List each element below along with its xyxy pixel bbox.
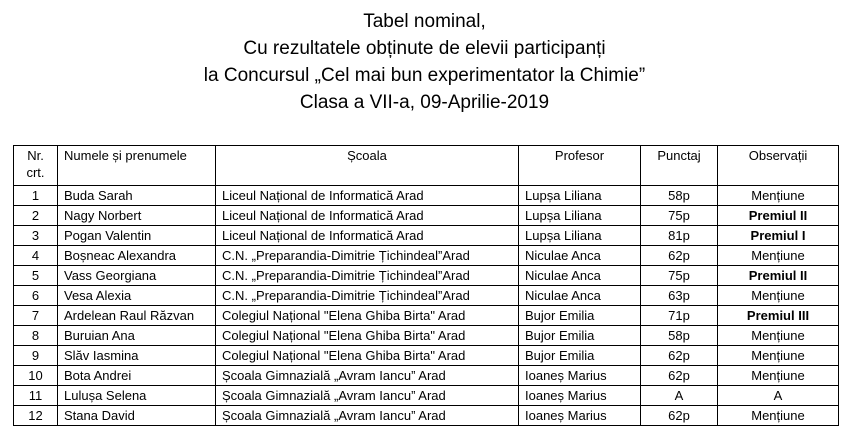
cell-school: Liceul Național de Informatică Arad: [216, 186, 519, 206]
cell-observation: Mențiune: [718, 186, 839, 206]
document-heading: [0, 8, 849, 116]
cell-school: Școala Gimnazială „Avram Iancu” Arad: [216, 386, 519, 406]
cell-nr: 7: [14, 306, 58, 326]
cell-nr: 11: [14, 386, 58, 406]
cell-name: Stana David: [58, 406, 216, 426]
cell-teacher: Niculae Anca: [519, 286, 641, 306]
table-row: [14, 346, 839, 366]
cell-name: Ardelean Raul Răzvan: [58, 306, 216, 326]
cell-name: Buruian Ana: [58, 326, 216, 346]
cell-school: Colegiul Național "Elena Ghiba Birta" Arad: [216, 326, 519, 346]
cell-nr: 5: [14, 266, 58, 286]
cell-teacher: Ioaneș Marius: [519, 386, 641, 406]
header-nr-line1: Nr.: [27, 148, 44, 163]
header-name: Numele și prenumele: [58, 146, 216, 186]
cell-school: Liceul Național de Informatică Arad: [216, 206, 519, 226]
cell-score: 62p: [641, 406, 718, 426]
cell-name: Slăv Iasmina: [58, 346, 216, 366]
cell-score: 71p: [641, 306, 718, 326]
results-table-header: [14, 146, 839, 186]
cell-school: Liceul Național de Informatică Arad: [216, 226, 519, 246]
header-nr: [14, 146, 58, 186]
cell-score: 62p: [641, 246, 718, 266]
cell-nr: 2: [14, 206, 58, 226]
cell-teacher: Lupșa Liliana: [519, 206, 641, 226]
cell-teacher: Bujor Emilia: [519, 346, 641, 366]
cell-teacher: Bujor Emilia: [519, 306, 641, 326]
cell-nr: 1: [14, 186, 58, 206]
table-row: [14, 386, 839, 406]
cell-nr: 8: [14, 326, 58, 346]
results-table: [13, 145, 839, 426]
cell-nr: 4: [14, 246, 58, 266]
cell-nr: 3: [14, 226, 58, 246]
header-nr-line2: crt.: [26, 165, 45, 180]
cell-teacher: Niculae Anca: [519, 266, 641, 286]
cell-observation: Mențiune: [718, 246, 839, 266]
table-row: [14, 226, 839, 246]
cell-observation: Mențiune: [718, 406, 839, 426]
header-school: Școala: [216, 146, 519, 186]
cell-score: 81p: [641, 226, 718, 246]
cell-observation: Mențiune: [718, 286, 839, 306]
cell-school: Școala Gimnazială „Avram Iancu” Arad: [216, 366, 519, 386]
cell-observation: Mențiune: [718, 326, 839, 346]
cell-observation: Mențiune: [718, 346, 839, 366]
cell-nr: 6: [14, 286, 58, 306]
cell-school: Colegiul Național "Elena Ghiba Birta" Arad: [216, 346, 519, 366]
cell-name: Nagy Norbert: [58, 206, 216, 226]
cell-observation: Premiul II: [718, 266, 839, 286]
cell-teacher: Lupșa Liliana: [519, 226, 641, 246]
results-table-body: [14, 186, 839, 426]
cell-school: C.N. „Preparandia-Dimitrie Țichindeal”Arad: [216, 286, 519, 306]
cell-name: Bota Andrei: [58, 366, 216, 386]
table-row: [14, 186, 839, 206]
cell-score: 75p: [641, 206, 718, 226]
cell-observation: Premiul II: [718, 206, 839, 226]
cell-teacher: Niculae Anca: [519, 246, 641, 266]
table-row: [14, 406, 839, 426]
cell-nr: 10: [14, 366, 58, 386]
cell-teacher: Ioaneș Marius: [519, 366, 641, 386]
cell-score: 63p: [641, 286, 718, 306]
table-row: [14, 286, 839, 306]
cell-score: 58p: [641, 186, 718, 206]
cell-teacher: Lupșa Liliana: [519, 186, 641, 206]
cell-score: 58p: [641, 326, 718, 346]
cell-observation: Mențiune: [718, 366, 839, 386]
heading-line-2: Cu rezultatele obținute de elevii participanți: [243, 38, 606, 59]
header-row: [14, 146, 839, 186]
cell-name: Vesa Alexia: [58, 286, 216, 306]
cell-name: Boșneac Alexandra: [58, 246, 216, 266]
cell-score: 75p: [641, 266, 718, 286]
table-row: [14, 266, 839, 286]
table-row: [14, 306, 839, 326]
cell-school: Școala Gimnazială „Avram Iancu” Arad: [216, 406, 519, 426]
heading-line-3: la Concursul „Cel mai bun experimentator la Chimie”: [203, 65, 646, 86]
cell-score: A: [641, 386, 718, 406]
cell-nr: 12: [14, 406, 58, 426]
table-row: [14, 366, 839, 386]
cell-name: Pogan Valentin: [58, 226, 216, 246]
heading-line-1: Tabel nominal,: [363, 11, 486, 32]
cell-teacher: Bujor Emilia: [519, 326, 641, 346]
cell-name: Lulușa Selena: [58, 386, 216, 406]
header-observations: Observații: [718, 146, 839, 186]
cell-observation: Premiul III: [718, 306, 839, 326]
cell-school: C.N. „Preparandia-Dimitrie Țichindeal”Arad: [216, 246, 519, 266]
header-teacher: Profesor: [519, 146, 641, 186]
cell-name: Buda Sarah: [58, 186, 216, 206]
cell-score: 62p: [641, 366, 718, 386]
table-row: [14, 246, 839, 266]
cell-teacher: Ioaneș Marius: [519, 406, 641, 426]
cell-school: C.N. „Preparandia-Dimitrie Țichindeal”Arad: [216, 266, 519, 286]
cell-score: 62p: [641, 346, 718, 366]
cell-nr: 9: [14, 346, 58, 366]
cell-name: Vass Georgiana: [58, 266, 216, 286]
cell-observation: Premiul I: [718, 226, 839, 246]
heading-line-4: Clasa a VII-a, 09-Aprilie-2019: [299, 92, 550, 113]
cell-observation: A: [718, 386, 839, 406]
table-row: [14, 326, 839, 346]
table-row: [14, 206, 839, 226]
header-score: Punctaj: [641, 146, 718, 186]
cell-school: Colegiul Național "Elena Ghiba Birta" Arad: [216, 306, 519, 326]
